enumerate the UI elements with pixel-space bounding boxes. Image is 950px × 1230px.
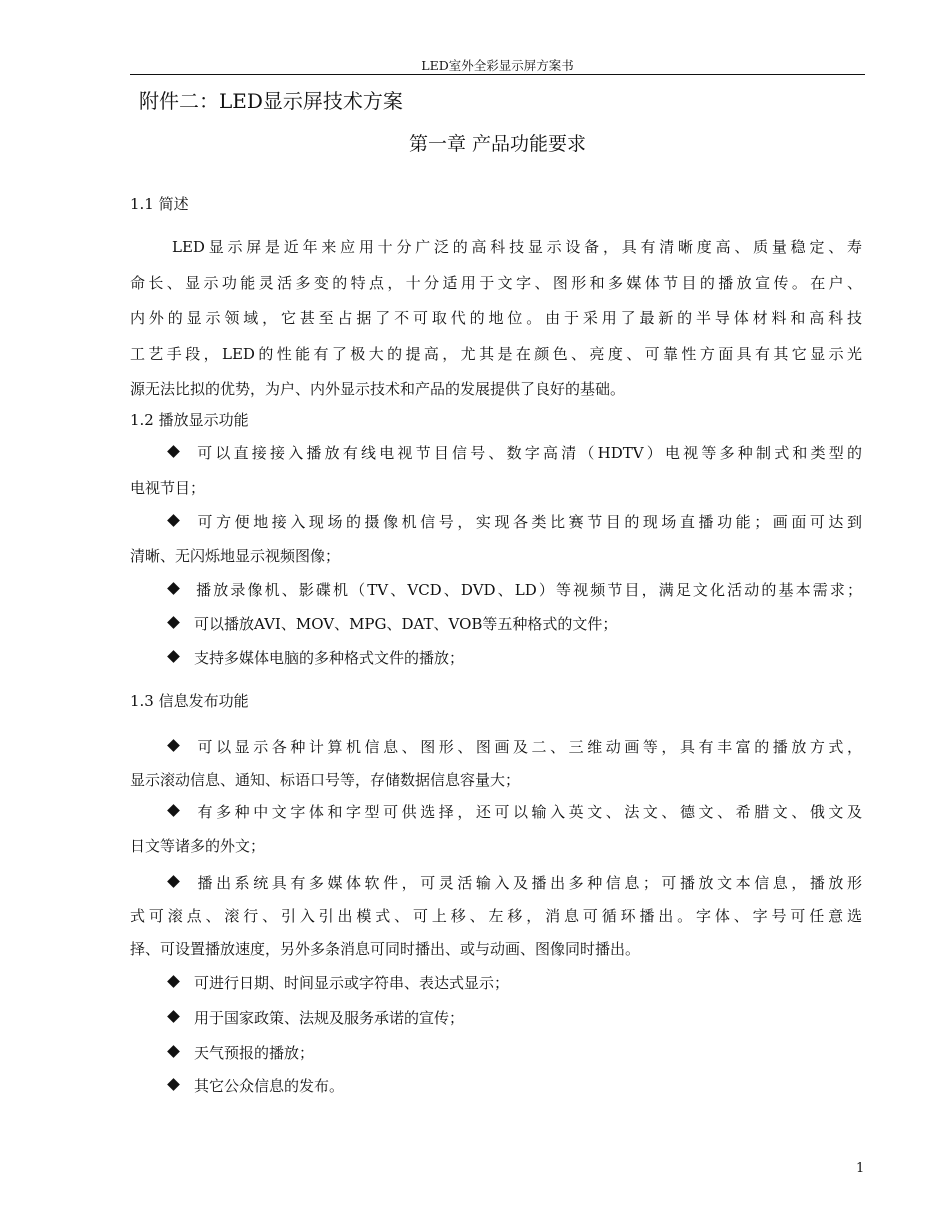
list-item-continuation: 式可滚点、滚行、引入引出模式、可上移、左移，消息可循环播出。字体、字号可任意选: [130, 907, 862, 925]
section-heading-1-1: 1.1 简述: [130, 195, 189, 213]
page-number: 1: [856, 1161, 865, 1176]
list-item: 有多种中文字体和字型可供选择，还可以输入英文、法文、德文、希腊文、俄文及: [166, 802, 862, 822]
list-item: 天气预报的播放；: [166, 1043, 314, 1063]
paragraph-line: 源无法比拟的优势，为户、内外显示技术和产品的发展提供了良好的基础。: [130, 380, 626, 398]
list-item: 可以播放AVI、MOV、MPG、DAT、VOB等五种格式的文件；: [166, 614, 617, 634]
paragraph-line: 命长、显示功能灵活多变的特点，十分适用于文字、图形和多媒体节目的播放宣传。在户、: [130, 274, 862, 292]
list-item: 可以直接接入播放有线电视节目信号、数字高清（HDTV）电视等多种制式和类型的: [166, 443, 862, 463]
diamond-bullet-icon: [166, 1010, 180, 1024]
section-heading-1-3: 1.3 信息发布功能: [130, 692, 249, 710]
paragraph-line: LED显示屏是近年来应用十分广泛的高科技显示设备，具有清晰度高、质量稳定、寿: [172, 238, 862, 256]
list-item-continuation: 日文等诸多的外文；: [130, 837, 266, 855]
list-item: 用于国家政策、法规及服务承诺的宣传；: [166, 1008, 464, 1028]
chapter-title: 第一章 产品功能要求: [408, 133, 587, 155]
diamond-bullet-icon: [166, 804, 180, 818]
diamond-bullet-icon: [166, 875, 180, 889]
list-item: 其它公众信息的发布。: [166, 1076, 344, 1096]
section-heading-1-2: 1.2 播放显示功能: [130, 411, 249, 429]
diamond-bullet-icon: [166, 582, 180, 596]
list-item-continuation: 择、可设置播放速度，另外多条消息可同时播出、或与动画、图像同时播出。: [130, 940, 641, 958]
running-header: LED室外全彩显示屏方案书: [421, 58, 574, 73]
list-item: 可以显示各种计算机信息、图形、图画及二、三维动画等，具有丰富的播放方式，: [166, 737, 862, 757]
header-divider: [130, 74, 865, 75]
diamond-bullet-icon: [166, 616, 180, 630]
diamond-bullet-icon: [166, 650, 180, 664]
list-item-continuation: 清晰、无闪烁地显示视频图像；: [130, 547, 341, 565]
list-item: 可进行日期、时间显示或字符串、表达式显示；: [166, 973, 509, 993]
diamond-bullet-icon: [166, 514, 180, 528]
list-item: 支持多媒体电脑的多种格式文件的播放；: [166, 648, 464, 668]
list-item-continuation: 显示滚动信息、通知、标语口号等，存储数据信息容量大；: [130, 771, 521, 789]
list-item: 播出系统具有多媒体软件，可灵活输入及播出多种信息；可播放文本信息，播放形: [166, 873, 862, 893]
list-item: 播放录像机、影碟机（TV、VCD、DVD、LD）等视频节目，满足文化活动的基本需求；: [166, 580, 862, 600]
list-item-continuation: 电视节目；: [130, 479, 206, 497]
paragraph-line: 工艺手段，LED的性能有了极大的提高，尤其是在颜色、亮度、可靠性方面具有其它显示光: [130, 345, 862, 363]
diamond-bullet-icon: [166, 445, 180, 459]
diamond-bullet-icon: [166, 975, 180, 989]
paragraph-line: 内外的显示领域，它甚至占据了不可取代的地位。由于采用了最新的半导体材料和高科技: [130, 309, 862, 327]
diamond-bullet-icon: [166, 1078, 180, 1092]
diamond-bullet-icon: [166, 739, 180, 753]
list-item: 可方便地接入现场的摄像机信号，实现各类比赛节目的现场直播功能；画面可达到: [166, 512, 862, 532]
diamond-bullet-icon: [166, 1045, 180, 1059]
annex-title: 附件二：LED显示屏技术方案: [139, 89, 403, 113]
